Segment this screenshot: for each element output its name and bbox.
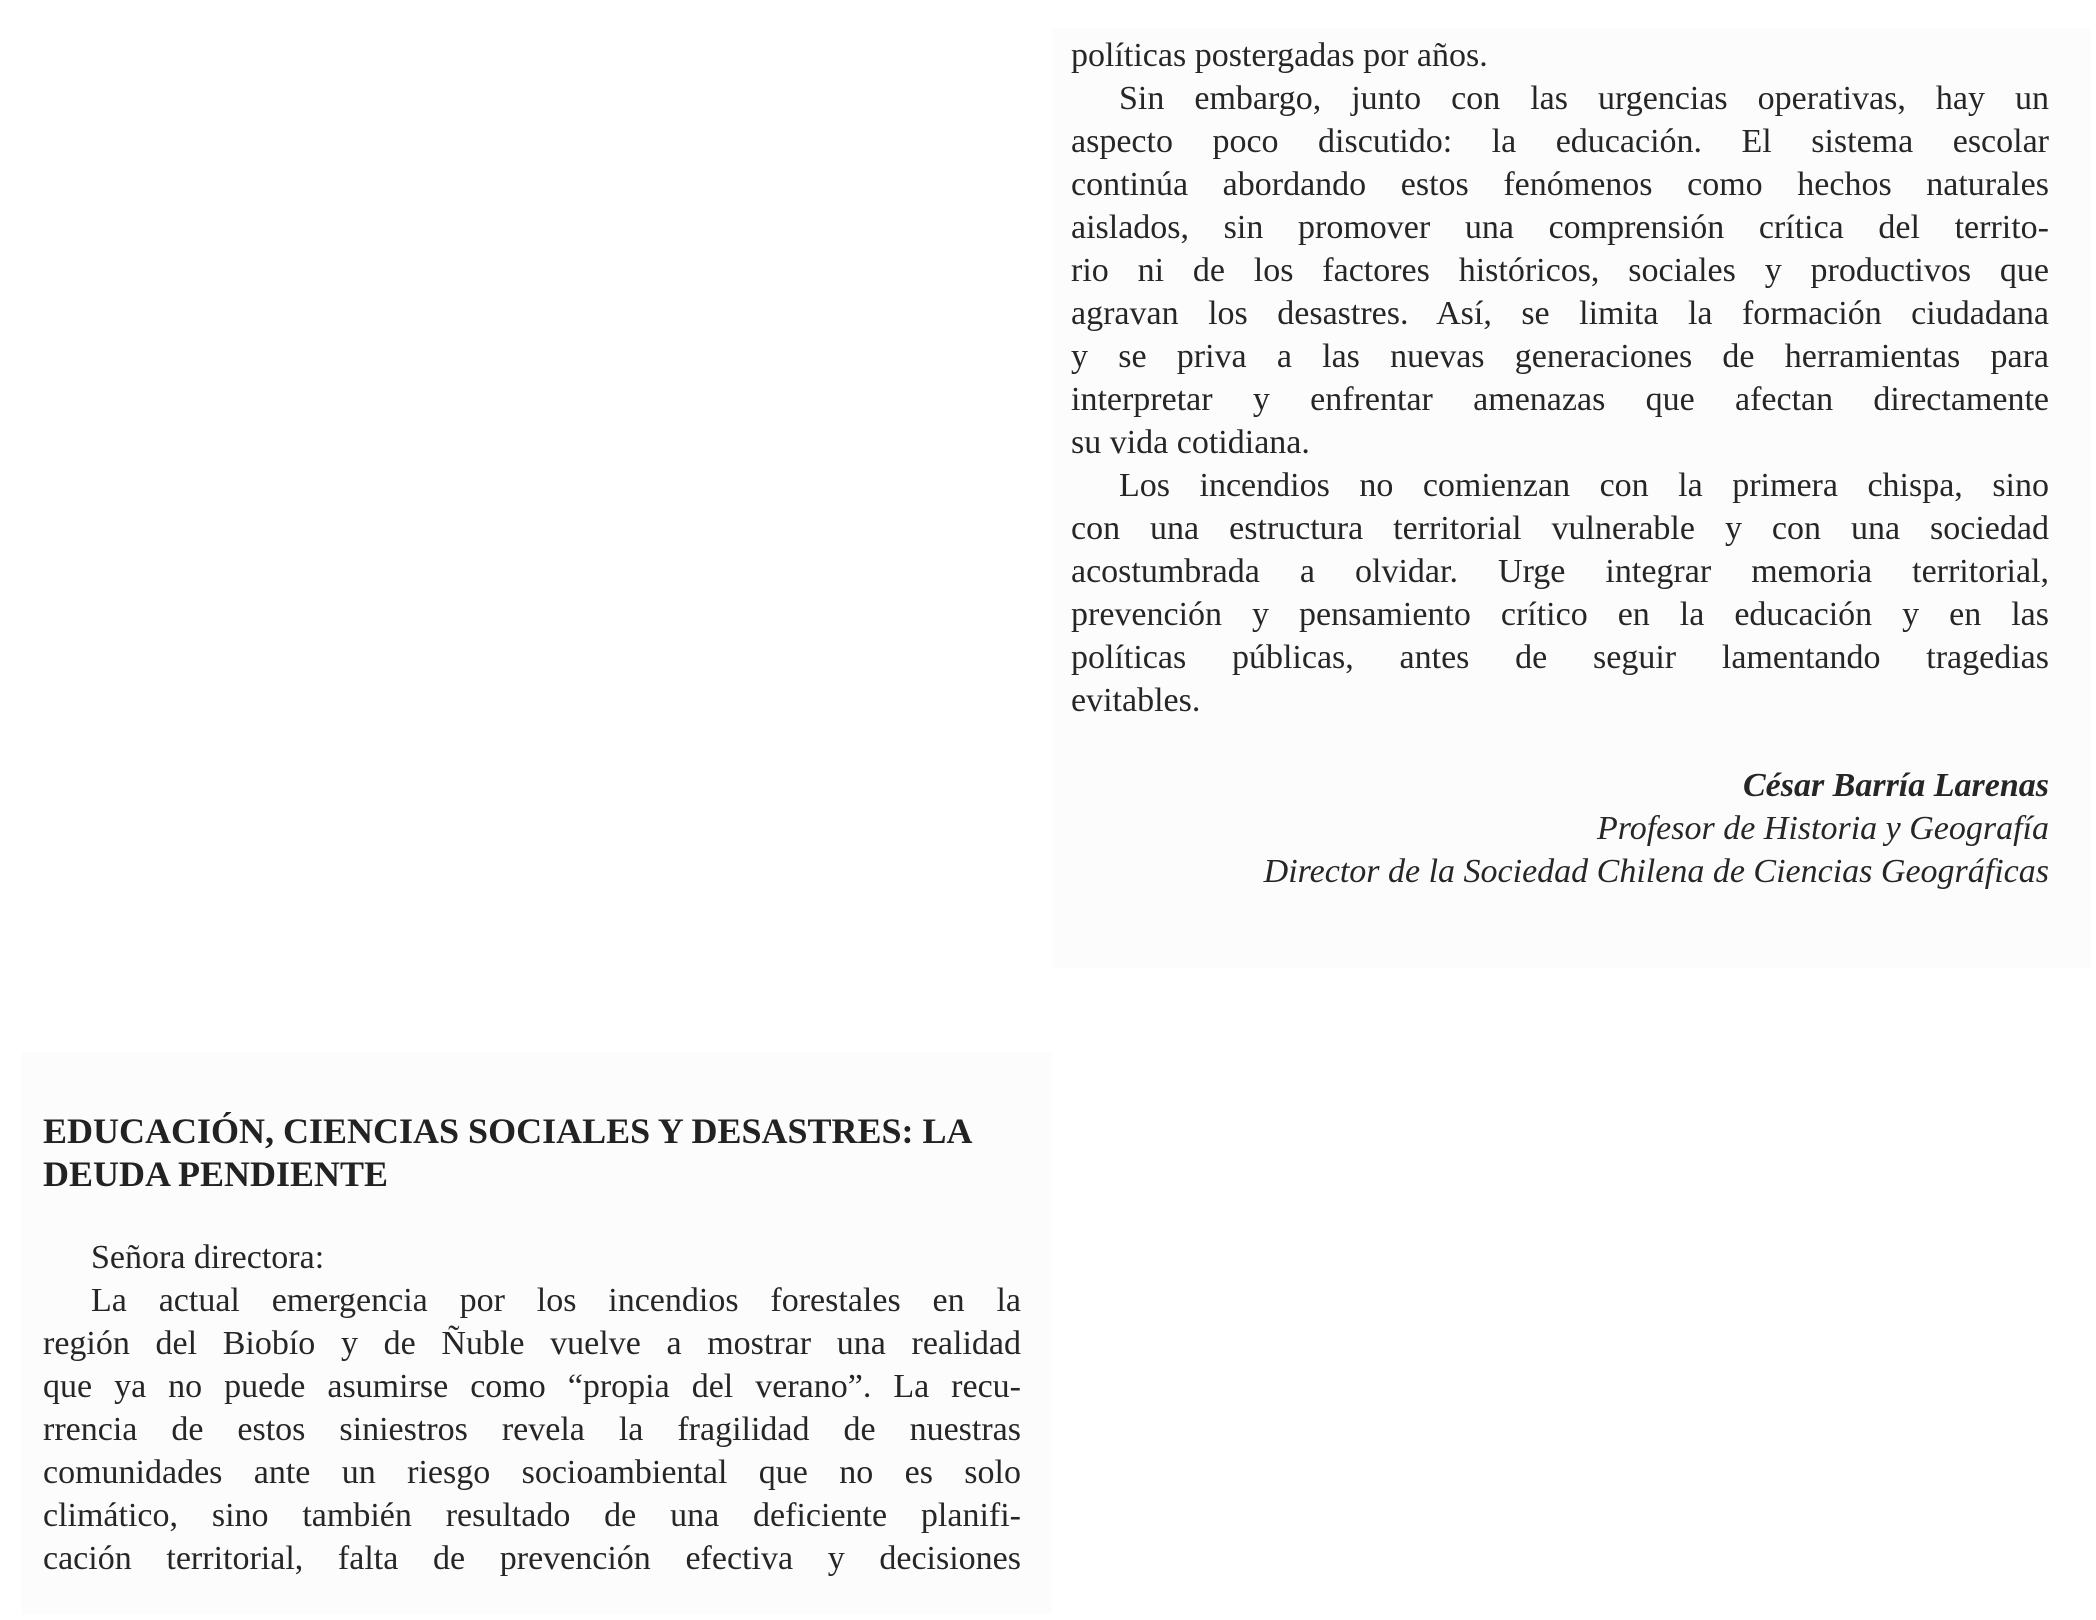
- text-line: rrencia de estos siniestros revela la fragilidad de nuestras: [43, 1411, 1021, 1448]
- paragraph-start-line: La actual emergencia por los incendios forestales en la: [91, 1282, 1021, 1319]
- text-line: región del Biobío y de Ñuble vuelve a mostrar una realidad: [43, 1325, 1021, 1362]
- text-line: políticas públicas, antes de seguir lamentando tragedias: [1071, 639, 2049, 676]
- text-line: evitables.: [1071, 682, 1201, 719]
- text-line: políticas postergadas por años.: [1071, 37, 1488, 74]
- text-line: aspecto poco discutido: la educación. El sistema escolar: [1071, 123, 2049, 160]
- headline-line: EDUCACIÓN, CIENCIAS SOCIALES Y DESASTRES: LA: [43, 1111, 973, 1151]
- letter-clip-start: [22, 1052, 1052, 1614]
- letter-body-continuation: [1071, 34, 2049, 893]
- author-title: Profesor de Historia y Geografía: [1596, 810, 2049, 847]
- paragraph-start-line: Sin embargo, junto con las urgencias operativas, hay un: [1119, 80, 2049, 117]
- text-line: acostumbrada a olvidar. Urge integrar memoria territorial,: [1071, 553, 2049, 590]
- text-line: interpretar y enfrentar amenazas que afectan directamente: [1071, 381, 2049, 418]
- letter-body-start: [43, 1110, 1021, 1580]
- text-line: rio ni de los factores históricos, sociales y productivos que: [1071, 252, 2049, 289]
- text-line: agravan los desastres. Así, se limita la formación ciudadana: [1071, 295, 2049, 332]
- text-line: y se priva a las nuevas generaciones de herramientas para: [1071, 338, 2049, 375]
- text-line: aislados, sin promover una comprensión crítica del territo-: [1071, 209, 2049, 246]
- text-line: que ya no puede asumirse como “propia del verano”. La recu-: [43, 1368, 1021, 1405]
- text-line: prevención y pensamiento crítico en la educación y en las: [1071, 596, 2049, 633]
- paragraph-start-line: Los incendios no comienzan con la primera chispa, sino: [1119, 467, 2049, 504]
- salutation: Señora directora:: [91, 1239, 325, 1276]
- signature-block: [1071, 764, 2049, 893]
- letter-clip-continuation: [1052, 28, 2090, 968]
- text-line: cación territorial, falta de prevención efectiva y decisiones: [43, 1540, 1021, 1577]
- text-line: su vida cotidiana.: [1071, 424, 1310, 461]
- text-line: continúa abordando estos fenómenos como hechos naturales: [1071, 166, 2049, 203]
- author-affiliation: Director de la Sociedad Chilena de Ciencias Geográficas: [1263, 853, 2049, 890]
- text-line: climático, sino también resultado de una deficiente planifi-: [43, 1497, 1021, 1534]
- text-line: con una estructura territorial vulnerable y con una sociedad: [1071, 510, 2049, 547]
- headline-line: DEUDA PENDIENTE: [43, 1154, 389, 1194]
- author-name: César Barría Larenas: [1742, 767, 2049, 804]
- text-line: comunidades ante un riesgo socioambiental que no es solo: [43, 1454, 1021, 1491]
- letter-headline: [43, 1110, 1021, 1196]
